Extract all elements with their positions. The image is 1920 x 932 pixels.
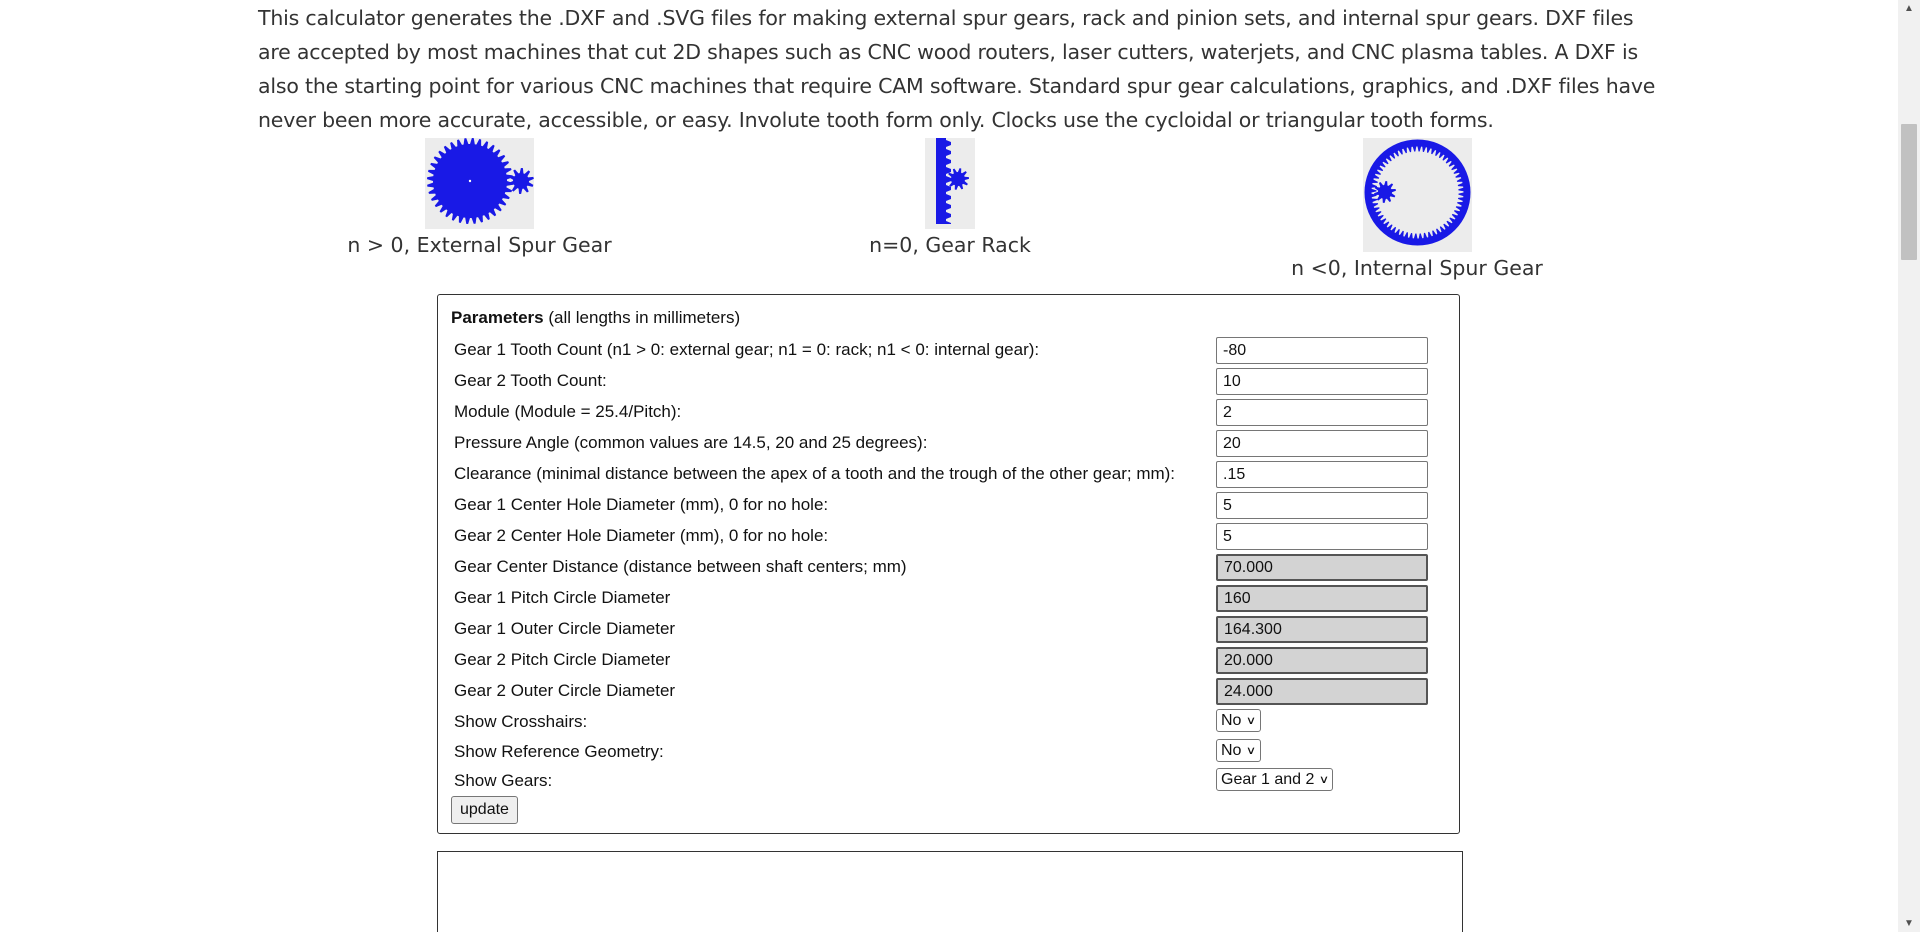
show-crosshairs-select[interactable]	[1216, 709, 1261, 732]
param-row-pressure-angle	[454, 430, 1454, 458]
param-label: Show Gears:	[454, 771, 553, 790]
param-row-gear2-hole	[454, 523, 1454, 551]
select-value: Gear 1 and 2	[1221, 770, 1315, 788]
param-row-gear1-tooth-count	[454, 337, 1454, 365]
param-row-gear2-pitch-diameter	[454, 647, 1454, 675]
scroll-down-arrow-icon[interactable]: ▼	[1904, 918, 1914, 929]
param-label: Show Reference Geometry:	[454, 742, 664, 761]
param-label: Gear 2 Center Hole Diameter (mm), 0 for no hole:	[454, 526, 829, 545]
param-row-gear1-outer-diameter	[454, 616, 1454, 644]
gear2-outer-diameter-output	[1216, 678, 1428, 705]
external-spur-gear-icon	[425, 138, 534, 229]
select-value: No	[1221, 711, 1242, 729]
gear1-center-hole-input[interactable]	[1216, 492, 1428, 519]
param-label: Gear 2 Pitch Circle Diameter	[454, 650, 671, 669]
param-label: Pressure Angle (common values are 14.5, 20 and 25 degrees):	[454, 433, 928, 452]
param-label: Show Crosshairs:	[454, 712, 588, 731]
gear-rack-icon	[925, 138, 975, 229]
gear1-tooth-count-input[interactable]	[1216, 337, 1428, 364]
scrollbar-thumb[interactable]	[1901, 124, 1917, 260]
param-row-center-distance	[454, 554, 1454, 582]
select-value: No	[1221, 741, 1242, 759]
param-label: Gear 2 Outer Circle Diameter	[454, 681, 676, 700]
chevron-down-icon: ∨	[1246, 745, 1257, 757]
internal-spur-gear-icon	[1363, 138, 1472, 252]
scroll-up-arrow-icon[interactable]: ▲	[1904, 3, 1914, 14]
param-row-show-gears	[454, 768, 1454, 796]
pressure-angle-input[interactable]	[1216, 430, 1428, 457]
internal-spur-gear-figure	[1290, 138, 1544, 280]
intro-paragraph: This calculator generates the .DXF and .SVG files for making external spur gears, rack and pinion sets, and internal spur gears. DXF files are accepted by most machines that cut 2D shapes such as CNC wood routers, laser cutters, waterjets, and CNC plasma tables. A DXF is also the starting point for various CNC machines that require CAM software. Standard spur gear calculations, graphics, and .DXF files have never been more accurate, accessible, or easy. Involute tooth form only. Clocks use the cycloidal or triangular tooth forms.	[258, 6, 1656, 132]
param-label: Clearance (minimal distance between the apex of a tooth and the trough of the other gear; mm):	[454, 464, 1176, 483]
module-input[interactable]	[1216, 399, 1428, 426]
vertical-scrollbar[interactable]	[1898, 0, 1920, 932]
param-row-gear2-outer-diameter	[454, 678, 1454, 706]
gear-output-canvas	[437, 851, 1463, 932]
param-label: Module (Module = 25.4/Pitch):	[454, 402, 682, 421]
param-row-show-reference-geometry	[454, 739, 1454, 767]
gear1-pitch-diameter-output	[1216, 585, 1428, 612]
param-label: Gear 1 Pitch Circle Diameter	[454, 588, 671, 607]
update-button[interactable]: update	[451, 796, 518, 824]
param-row-gear1-pitch-diameter	[454, 585, 1454, 613]
param-label: Gear 1 Outer Circle Diameter	[454, 619, 676, 638]
param-row-clearance	[454, 461, 1454, 489]
show-reference-geometry-select[interactable]	[1216, 739, 1261, 762]
gear1-outer-diameter-output	[1216, 616, 1428, 643]
param-label: Gear 2 Tooth Count:	[454, 371, 607, 390]
chevron-down-icon: ∨	[1246, 715, 1257, 727]
param-label: Gear 1 Tooth Count (n1 > 0: external gear; n1 = 0: rack; n1 < 0: internal gear):	[454, 340, 1040, 359]
clearance-input[interactable]	[1216, 461, 1428, 488]
param-row-gear1-hole	[454, 492, 1454, 520]
external-spur-gear-caption: n > 0, External Spur Gear	[347, 233, 612, 257]
show-gears-select[interactable]	[1216, 768, 1333, 791]
parameters-subtitle: (all lengths in millimeters)	[548, 308, 741, 327]
center-distance-output	[1216, 554, 1428, 581]
gear-rack-figure	[830, 138, 1070, 257]
gear2-tooth-count-input[interactable]	[1216, 368, 1428, 395]
external-spur-gear-figure	[338, 138, 621, 257]
param-label: Gear Center Distance (distance between shaft centers; mm)	[454, 557, 907, 576]
parameters-title: Parameters	[451, 308, 544, 327]
parameters-panel	[437, 294, 1460, 834]
chevron-down-icon: ∨	[1319, 774, 1330, 786]
param-row-gear2-tooth-count	[454, 368, 1454, 396]
param-row-show-crosshairs	[454, 709, 1454, 737]
param-label: Gear 1 Center Hole Diameter (mm), 0 for no hole:	[454, 495, 829, 514]
parameters-heading	[451, 308, 740, 328]
gear2-center-hole-input[interactable]	[1216, 523, 1428, 550]
gear2-pitch-diameter-output	[1216, 647, 1428, 674]
param-row-module	[454, 399, 1454, 427]
gear-rack-caption: n=0, Gear Rack	[869, 233, 1031, 257]
internal-spur-gear-caption: n <0, Internal Spur Gear	[1291, 256, 1543, 280]
